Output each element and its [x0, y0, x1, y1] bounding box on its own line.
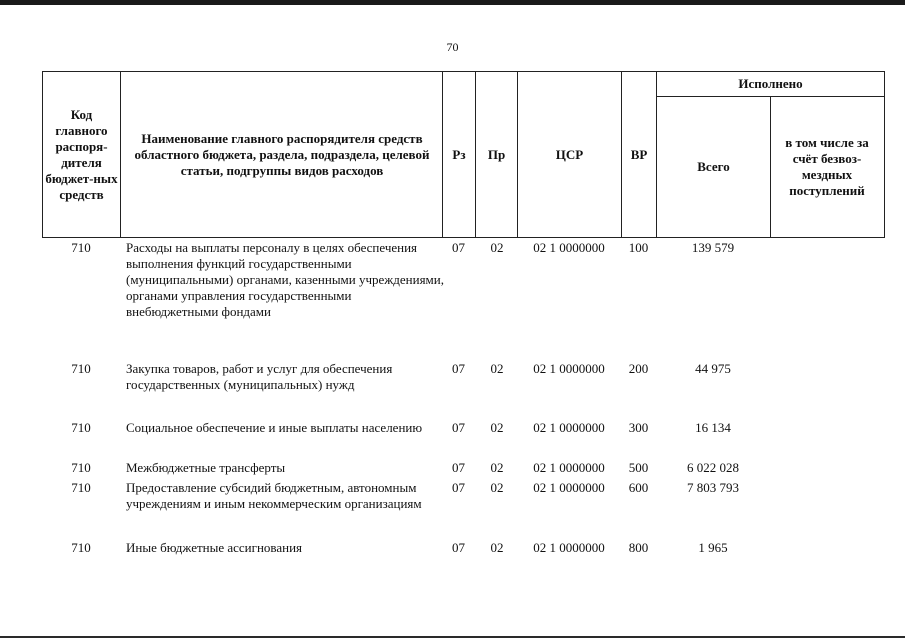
row-pr: 02	[490, 420, 504, 435]
row-name: Предоставление субсидий бюджетным, автономным учреждениям и иным некоммерческим организациям	[126, 480, 422, 511]
row-vr: 200	[628, 361, 649, 376]
row-pr: 02	[490, 361, 504, 376]
row-total: 1 965	[698, 540, 728, 555]
row-code: 710	[71, 361, 91, 376]
header-rz: Рз	[452, 146, 466, 162]
header-code: Код главного распоря-дителя бюджет-ных средств	[45, 106, 118, 202]
row-rz: 07	[452, 460, 465, 475]
row-code: 710	[71, 460, 91, 475]
row-pr: 02	[490, 480, 504, 495]
header-csr: ЦСР	[555, 146, 584, 162]
row-name: Социальное обеспечение и иные выплаты населению	[126, 420, 423, 435]
row-code: 710	[71, 420, 91, 435]
row-pr: 02	[490, 540, 504, 555]
row-csr: 02 1 0000000	[533, 480, 605, 495]
row-rz: 07	[452, 480, 465, 495]
row-name: Межбюджетные трансферты	[126, 460, 286, 475]
row-name: Расходы на выплаты персоналу в целях обеспечения выполнения функций государственными (муниципальными) органами, казенными учреждениями, органами управления государственными внебюджетными фондами	[126, 240, 444, 319]
row-pr: 02	[490, 240, 504, 255]
header-total: Всего	[697, 159, 730, 174]
row-total: 44 975	[695, 361, 731, 376]
header-incl: в том числе за счёт безвоз-мездных поступлений	[785, 135, 869, 198]
row-name: Иные бюджетные ассигнования	[126, 540, 303, 555]
row-total: 6 022 028	[687, 460, 739, 475]
header-vline	[42, 71, 43, 238]
row-code: 710	[71, 480, 91, 495]
bottom-border	[0, 636, 905, 638]
row-pr: 02	[490, 460, 504, 475]
row-code: 710	[71, 240, 91, 255]
header-executed: Исполнено	[738, 76, 803, 91]
row-csr: 02 1 0000000	[533, 460, 605, 475]
header-vline	[120, 71, 121, 238]
row-total: 16 134	[695, 420, 731, 435]
row-vr: 600	[628, 480, 649, 495]
row-name: Закупка товаров, работ и услуг для обеспечения государственных (муниципальных) нужд	[126, 361, 393, 392]
row-rz: 07	[452, 420, 465, 435]
row-rz: 07	[452, 240, 465, 255]
row-total: 139 579	[691, 240, 735, 255]
row-rz: 07	[452, 540, 465, 555]
row-vr: 500	[628, 460, 649, 475]
row-rz: 07	[452, 361, 465, 376]
header-pr: Пр	[487, 146, 506, 162]
row-csr: 02 1 0000000	[533, 540, 605, 555]
header-vline	[884, 71, 885, 238]
row-code: 710	[71, 540, 91, 555]
row-vr: 100	[628, 240, 649, 255]
row-vr: 300	[628, 420, 649, 435]
header-bottom-border	[42, 237, 884, 238]
row-total: 7 803 793	[687, 480, 739, 495]
row-csr: 02 1 0000000	[533, 240, 605, 255]
header-name: Наименование главного распорядителя средств областного бюджета, раздела, подраздела, целевой статьи, подгруппы видов расходов	[134, 130, 430, 178]
header-vline	[770, 96, 771, 238]
header-vr: ВР	[630, 146, 648, 162]
row-csr: 02 1 0000000	[533, 361, 605, 376]
row-csr: 02 1 0000000	[533, 420, 605, 435]
top-border	[0, 0, 905, 5]
page-number: 70	[446, 40, 459, 54]
row-vr: 800	[628, 540, 649, 555]
